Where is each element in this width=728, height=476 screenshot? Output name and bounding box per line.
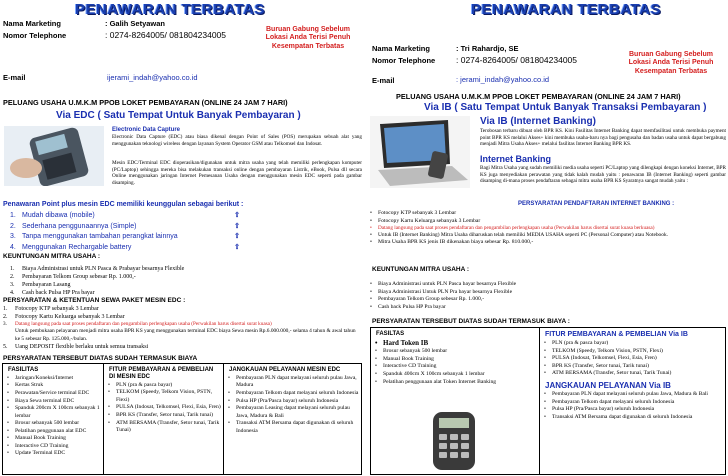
fasilitas-head: FASILITAS (8, 367, 39, 373)
laptop-image (370, 116, 470, 188)
list-item: 3. Datang langsung pada saat proses pendaftaran dan pengambilan perlengkapan usaha (Perwakilan harus disertai surat kuasa) (3, 321, 272, 328)
left-email-value: ijerami_indah@yahoo.co.id (107, 73, 198, 82)
list-item: • Hard Token IB (373, 339, 537, 348)
right-jangkauan-head: JANGKAUAN PELAYANAN Via IB (545, 380, 671, 390)
list-item: 2. Fotocopy Kartu Keluarga sebanyak 3 Lembar (3, 314, 125, 321)
edc-paragraph-2: Mesin EDC/Terminal EDC dioperasikan/digunakan untuk mitra usaha yang telah memiliki perlengkapan komputer (PC/Laptop) sehingga mereka bisa melakukan transaksi online dengan pembayaran Listrik, eBook, Pulsa dll secara Online menggunakan jaringan Internet Pemesanan Usaha dengan menggunakan mesin EDC seperti pada gambar disamping. (112, 160, 362, 186)
list-item: • Biaya Administrasi Untuk PLN Pra bayar besarnya Flexible (368, 289, 726, 297)
list-item: • Interactive CD Training (373, 363, 537, 371)
list-item: 1. Fotocopy KTP sebanyak 3 Lembar (3, 306, 99, 312)
list-item: • Spanduk 200cm X 100cm sebanyak 1 lembar (5, 405, 101, 420)
list-item: • Pulsa HP (Pra/Pasca bayar) seluruh Indonesia (226, 398, 359, 406)
right-promo (614, 51, 728, 76)
list-item: • Perawatan/Service terminal EDC (5, 390, 101, 398)
list-item: • Pembayaran Telkom dapat melayani seluruh Indonesia (226, 390, 359, 398)
list-item: • Kertas Struk (5, 382, 101, 390)
list-item: • Mitra Usaha BPR KS jenis IB dikenakan biaya sebesar Rp. 810.000,- (368, 239, 726, 247)
up-arrow-icon: ⇧ (234, 212, 240, 219)
list-item: • Manual Book Training (373, 356, 537, 364)
up-arrow-icon: ⇧ (234, 243, 240, 251)
list-item: • Fotocopy KTP sebanyak 3 Lembar (368, 210, 726, 218)
list-item: • PLN (pra & pasca bayar) (106, 382, 221, 390)
list-item: • Pembayaran Leasing dapat melayani seluruh pulau Jawa, Madura & Bali (226, 405, 359, 420)
list-item: • Pembayaran PLN dapat melayani seluruh pulau Jawa, Madura & Bali (542, 391, 723, 399)
jangkauan-cell (223, 364, 361, 474)
list-item: • TELKOM (Speedy, Telkom Vision, PSTN, Flexi) (542, 348, 723, 356)
list-item: • Pembayaran PLN dapat melayani seluruh pulau Jawa, Madura (226, 375, 359, 390)
list-item: • PLN (pra & pasca bayar) (542, 340, 723, 348)
list-item: • Untuk IB (Internet Banking) Mitra Usaha diharuskan telah memiliki MEDIA USAHA seperti PC (Personal Computer) atau Notebook. (368, 232, 726, 239)
right-fasilitas-head: FASILTAS (376, 331, 405, 337)
right-marketing-label: Nama Marketing (372, 44, 430, 53)
right-subtitle: Via IB ( Satu Tempat Untuk Banyak Transaksi Pembayaran ) (424, 102, 707, 113)
left-title: PELUANG USAHA U.M.K.M PPOB LOKET PEMBAYARAN (ONLINE 24 JAM 7 HARI) (3, 98, 288, 107)
right-syarat-list (368, 210, 726, 247)
laptop-icon (370, 116, 470, 188)
list-item: 1. Mudah dibawa (mobile) ⇧ (10, 211, 360, 222)
list-item: 4. Menggunakan Rechargable battery ⇧ (10, 243, 360, 254)
right-fitur-cell (539, 328, 725, 474)
ib-paragraph-1: Terobosan terbaru dibuat oleh BPR KS. Kini Fasilitas Internet Banking dapat memfasilitasi untuk membuka payment point BPR KS melalui Akses+ kini membuka usaha-baru nya bagi pengusaha dan badan usaha untuk dapat bergabung menjadi Mitra Usaha Akses+ melalui fasilitas Internet Banking BPR KS. (480, 128, 726, 147)
ib-title: Via IB (Internet Banking) (480, 116, 596, 127)
list-item: • Datang langsung pada saat proses pendaftaran dan pengambilan perlengkapan usaha (Perwakilan harus disertai surat kuasa berkuasa) (368, 225, 726, 232)
promo-line: Lokasi Anda Terisi Penuh (265, 34, 351, 42)
jangkauan-head: JANGKAUAN PELAYANAN MESIN EDC (229, 367, 341, 373)
right-phone-value: : 0274-8264005/ 081804234005 (456, 55, 578, 65)
list-item: • Transaksi ATM Bersama dapat digunakan di seluruh Indonesia (226, 420, 359, 435)
benefit-title: Penawaran Point plus mesin EDC memiliki keunggulan sebagai berikut : (3, 201, 244, 208)
up-arrow-icon: ⇧ (234, 222, 240, 230)
fasilitas-cell (3, 364, 103, 474)
list-item: • Jaringan/Koneksi/Internet (5, 375, 101, 383)
promo-line: Kesempatan Terbatas (634, 67, 708, 75)
list-item: • PULSA (Indosat, Telkomsel, Flexi, Esia, Fren) (542, 355, 723, 363)
left-email-label: E-mail (3, 73, 26, 82)
ib-paragraph-2: Bagi Mitra Usaha yang sudah memiliki media usaha seperti PC/Laptop yang dilengkapi dengan koneksi Internet, BPR KS juga menyediakan perawatan yang tidak kalah mudah yaitu : penawaran IB (Internet Banking) seperti gambar disamping di-mana proses pendaftaran sebagai mitra usaha BPR KS Syaratnya sangat mudah yaitu : (480, 165, 726, 184)
left-subtitle: Via EDC ( Satu Tempat Untuk Banyak Pembayaran ) (56, 110, 301, 121)
fasilitas-title: PERSYARATAN TERSEBUT DIATAS SUDAH TERMASUK BIAYA (3, 355, 198, 362)
list-item: 2. Sederhana penggunaannya (Simple) ⇧ (10, 222, 360, 233)
syarat-list (3, 305, 361, 351)
list-item: • Pelatihan penggunaan alat EDC (5, 428, 101, 436)
edc-heading: Electronic Data Capture (112, 127, 181, 133)
list-item: • Pembayaran Telkom Group sebesar Rp. 1.000,- (368, 296, 726, 304)
right-banner: PENAWARAN TERBATAS (470, 1, 662, 18)
right-keuntungan-list (368, 281, 726, 311)
list-item: • Brosur sebanyak 500 lembar (373, 348, 537, 356)
fitur-list (106, 382, 221, 435)
list-item: • BPR KS (Transfer, Setor tunai, Tarik tunai) (542, 363, 723, 371)
list-item: • BPR KS (Transfer, Setor tunai, Tarik tunai) (106, 412, 221, 420)
list-item: • ATM BERSAMA (Transfer, Setor tunai, Tarik Tunai) (542, 370, 723, 378)
keuntungan-list (10, 265, 360, 297)
list-item: • Manual Book Training (5, 435, 101, 443)
promo-line: Buruan Gabung Sebelum (265, 26, 350, 33)
list-item: • TELKOM (Speedy, Telkom Vision, PSTN, Flexi) (106, 389, 221, 404)
right-fasilitas-list (373, 339, 537, 386)
fasilitas-list (5, 375, 101, 458)
list-item: • Biaya Sewa terminal EDC (5, 398, 101, 406)
list-item: 5. Uang DEPOSIT flexible berlaku untuk semua transaksi (3, 343, 149, 350)
right-email-label: E-mail (372, 76, 395, 85)
left-banner: PENAWARAN TERBATAS (74, 1, 266, 18)
keuntungan-title: KEUNTUNGAN MITRA USAHA : (3, 253, 101, 260)
right-fasilitas-title: PERSYARATAN TERSEBUT DIATAS SUDAH TERMASUK BIAYA : (372, 318, 570, 325)
left-promo (252, 26, 364, 51)
list-item: • Update Terminal EDC (5, 450, 101, 458)
left-marketing-value: : Galih Setyawan (105, 19, 166, 28)
list-item: • Pulsa HP (Pra/Pasca bayar) seluruh Indonesia (542, 406, 723, 414)
list-item: • Transaksi ATM Bersama dapat digunakan di seluruh Indonesia (542, 414, 723, 422)
right-email-value: : jerami_indah@yahoo.co.id (456, 75, 550, 84)
list-item: • Interactive CD Training (5, 443, 101, 451)
right-fitur-head: FITUR PEMBAYARAN & PEMBELIAN Via IB (545, 331, 688, 338)
edc-device-icon (4, 126, 104, 186)
right-flyer (368, 0, 728, 476)
hard-token-icon (429, 410, 479, 472)
syarat-title: PERSYARATAN & KETENTUAN SEWA PAKET MESIN EDC : (3, 297, 186, 304)
list-item: 3. Tanpa menggunakan tambahan perangkat lainnya ⇧ (10, 232, 360, 243)
right-jangkauan-list (542, 391, 723, 421)
list-item: • Spanduk 400cm X 100cm sebanyak 1 lembar (373, 371, 537, 379)
list-item: 2. Pembayaran Telkom Group sebesar Rp. 1.000,- (10, 274, 136, 281)
right-fasilitas-table (370, 327, 726, 475)
list-item: • Cash back Pulsa HP Pra bayar (368, 304, 726, 312)
left-phone-label: Nomor Telephone (3, 31, 67, 40)
right-fasilitas-cell (371, 328, 539, 474)
list-item: • Biaya Administrasi untuk PLN Pasca bayar besarnya Flexible (368, 281, 726, 289)
ib-heading-2: Internet Banking (480, 154, 552, 164)
up-arrow-icon: ⇧ (234, 233, 240, 240)
list-item: 3. Pembayaran Lasang (10, 282, 71, 289)
list-item: Untuk pembukaan pelayanan menjadi mitra usaha BPR KS yang menggunakan terminal EDC biaya Sewa mesin Rp.6.000.000,- selama 4 tahun & awal tahun ke 5 sebesar Rp. 125.000,-/bulan. (15, 328, 356, 342)
right-marketing-value: : Tri Rahardjo, SE (456, 44, 519, 53)
promo-line: Kesempatan Terbatas (271, 42, 345, 50)
list-item: • Pembayaran Telkom dapat melayani seluruh Indonesia (542, 399, 723, 407)
promo-line: Buruan Gabung Sebelum (628, 51, 713, 58)
right-keuntungan-title: KEUNTUNGAN MITRA USAHA : (372, 266, 470, 273)
fitur-cell (103, 364, 223, 474)
jangkauan-list (226, 375, 359, 435)
list-item: • Brosur sebanyak 500 lembar (5, 420, 101, 428)
left-marketing-label: Nama Marketing (3, 19, 61, 28)
edc-device-image (4, 126, 104, 186)
edc-paragraph-1: Electronic Data Capture (EDC) atau biasa dikenal dengan Point of Sales (POS) merupakan sebuah alat yang menggunakan teknologi wireless dengan layanan System Operator GSM atau Telkomsel dan Indosat. (112, 134, 362, 147)
benefit-list (10, 211, 360, 253)
list-item: • Fotocopy Kartu Keluarga sebanyak 3 Lembar (368, 218, 726, 226)
left-phone-value: : 0274-8264005/ 081804234005 (105, 30, 227, 40)
right-fitur-list (542, 340, 723, 378)
list-item: 1. Biaya Administrasi untuk PLN Pasca & Prabayar besarnya Flexible (10, 266, 185, 272)
right-title: PELUANG USAHA U.M.K.M PPOB LOKET PEMBAYARAN (ONLINE 24 JAM 7 HARI) (396, 92, 681, 101)
list-item: • PULSA (Indosat, Telkomsel, Flexi, Esia, Fren) (106, 404, 221, 412)
list-item: • ATM BERSAMA (Transfer, Setor tunai, Tarik Tunai) (106, 420, 221, 435)
right-phone-label: Nomor Telephone (372, 56, 436, 65)
fasilitas-table (2, 363, 362, 475)
promo-line: Lokasi Anda Terisi Penuh (628, 59, 714, 67)
list-item: 4. Cash back Pulsa HP Pra bayar (10, 290, 95, 297)
fitur-head: FITUR PEMBAYARAN & PEMBELIAN DI MESIN EDC (109, 367, 214, 380)
right-syarat-title: PERSYARATAN PENDAFTARAN INTERNET BANKING : (518, 201, 675, 207)
list-item: • Pelatihan penggunaan alat Token Internet Banking (373, 379, 537, 387)
